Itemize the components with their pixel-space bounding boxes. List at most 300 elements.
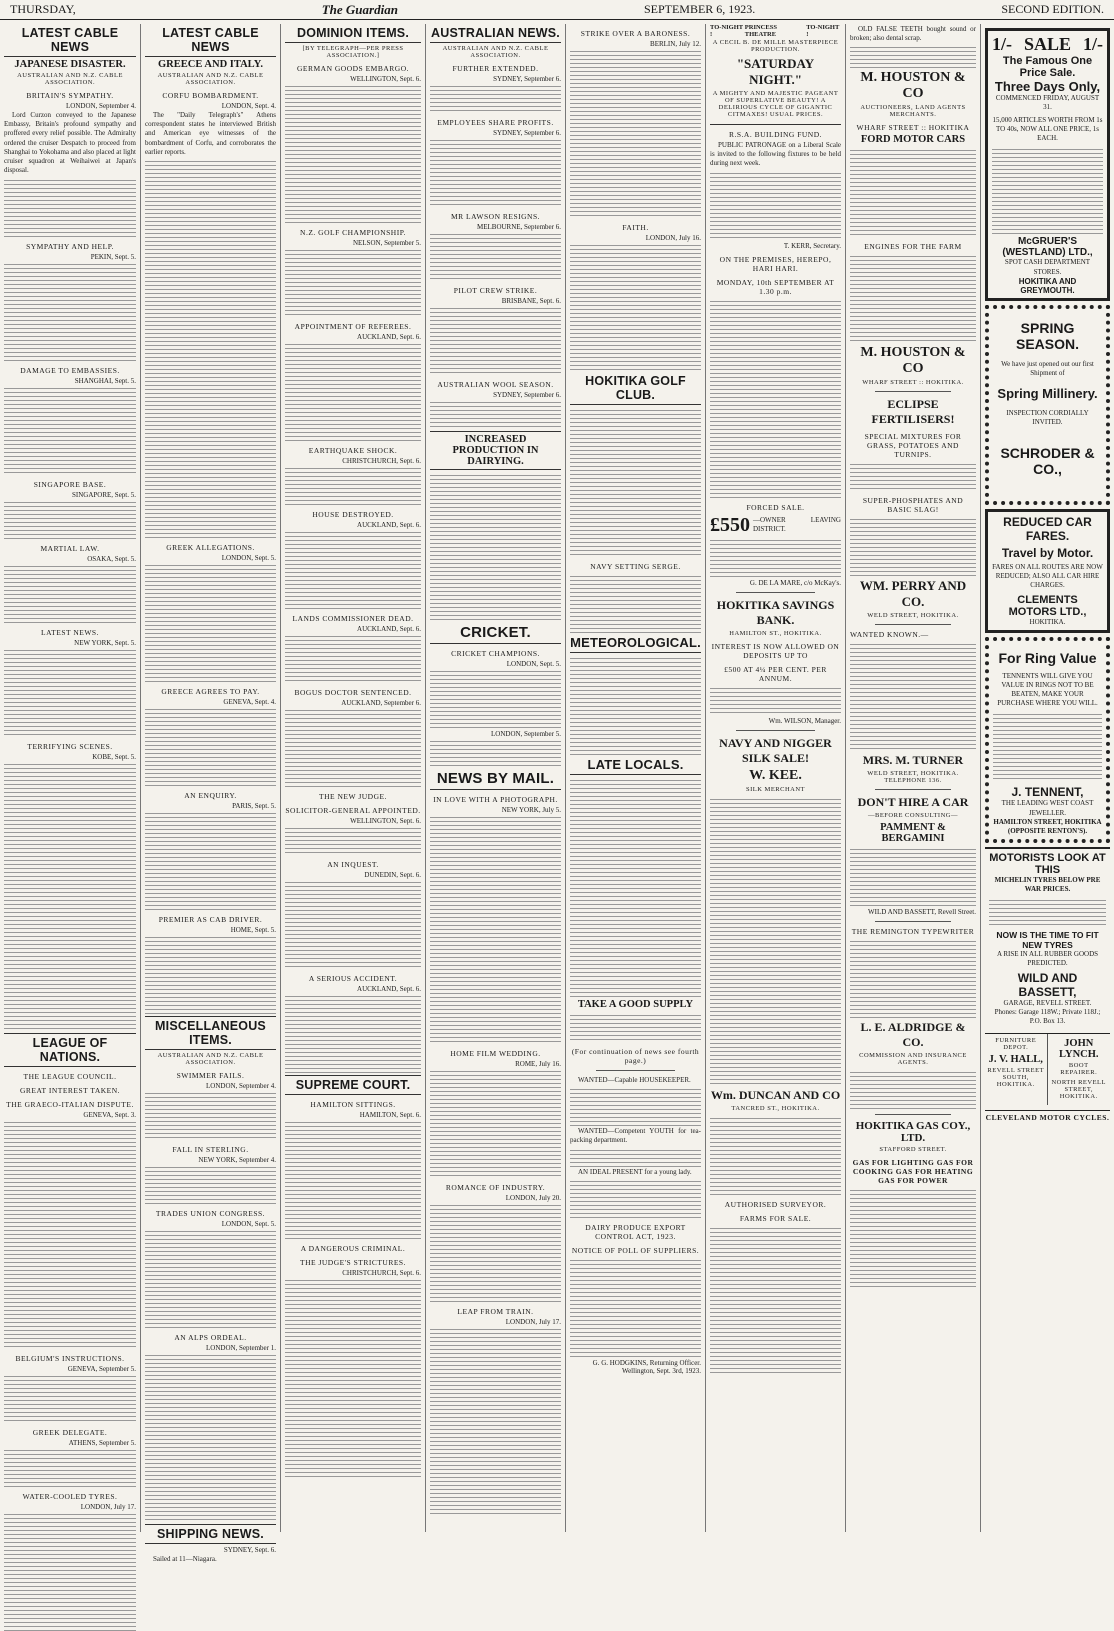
col3-filler — [285, 879, 421, 969]
aldridge-tagline: COMMISSION AND INSURANCE AGENTS. — [859, 1052, 967, 1067]
col2-filler — [145, 1352, 276, 1522]
col1-filler — [4, 1373, 136, 1423]
eclipse-supers: SUPER-PHOSPHATES AND BASIC SLAG! — [862, 496, 964, 515]
wild-signature: WILD AND BASSETT, Revell Street. — [868, 908, 976, 917]
col4-dateline: MELBOURNE, September 6. — [477, 223, 561, 231]
column-3 — [280, 24, 425, 1532]
col3-heading-court: SUPREME COURT. — [285, 1075, 421, 1095]
col3-filler — [285, 707, 421, 787]
rubber-rise: A RISE IN ALL RUBBER GOODS PREDICTED. — [996, 949, 1099, 968]
col1-filler — [4, 563, 136, 623]
col3-filler — [285, 247, 421, 317]
mcgruers-location: HOKITIKA AND GREYMOUTH. — [1018, 276, 1077, 295]
perry-heading: WM. PERRY AND CO. — [859, 578, 967, 610]
col6-filler — [710, 170, 841, 240]
col5-filler — [570, 655, 701, 755]
silk-merchant-name: W. KEE. — [749, 767, 802, 783]
col5-filler — [570, 242, 701, 372]
col5-dateline: LONDON, July 16. — [645, 234, 701, 242]
col7-filler — [850, 44, 976, 68]
col4-kicker: EMPLOYEES SHARE PROFITS. — [437, 118, 554, 127]
col4-kicker: FURTHER EXTENDED. — [452, 64, 539, 73]
col3-filler — [285, 529, 421, 609]
cinema-production: A CECIL B. DE MILLE MASTERPIECE PRODUCTION. — [712, 39, 839, 53]
cinema-ad — [710, 24, 841, 125]
houston-address: WHARF STREET :: HOKITIKA — [856, 123, 970, 133]
mcgruers-name: McGRUER'S (WESTLAND) LTD., — [1002, 236, 1093, 259]
clements-name: CLEMENTS MOTORS LTD., — [1008, 593, 1087, 618]
savings-bank-rate: £500 AT 4¼ PER CENT. PER ANNUM. — [724, 664, 827, 683]
col5-present-ad: AN IDEAL PRESENT for a young lady. — [578, 1167, 692, 1176]
col3-dateline: AUCKLAND, Sept. 6. — [357, 625, 421, 633]
savings-bank-signature: Wm. WILSON, Manager. — [768, 716, 841, 725]
sale-commenced: COMMENCED FRIDAY, AUGUST 31. — [995, 94, 1100, 112]
col4-filler — [430, 83, 561, 113]
forced-sale-signature: G. DE LA MARE, c/o McKay's. — [749, 578, 841, 587]
col1-filler — [4, 261, 136, 361]
sale-heading: The Famous One Price Sale. — [1002, 55, 1093, 79]
savings-bank-heading: HOKITIKA SAVINGS BANK. — [716, 597, 835, 627]
lynch-trade: BOOT REPAIRER. — [1060, 1062, 1098, 1077]
auction-premises: ON THE PREMISES, HEREPO, HARI HARI. — [719, 254, 832, 273]
col1-filler — [4, 1447, 136, 1487]
col4-dateline: LONDON, July 20. — [505, 1194, 561, 1202]
col1-article-body: Lord Curzon conveyed to the Japanese Embassy, Britain's profound sympathy and proffered every relief possible. The Admiralty ordered the cruiser Despatch to proceed from Shanghai to Yokohama and also placed at light cruiser squadron at Weihaiwei at Japan's disposal. — [4, 111, 136, 175]
col4-kicker: AUSTRALIAN WOOL SEASON. — [437, 380, 554, 389]
tennent-tagline: THE LEADING WEST COAST JEWELLER. — [1001, 799, 1094, 817]
col4-filler — [430, 1068, 561, 1178]
col7-divider — [875, 921, 951, 922]
spring-heading: SPRING SEASON. — [1015, 319, 1079, 352]
farms-heading: FARMS FOR SALE. — [739, 1213, 812, 1223]
col2-kicker: CORFU BOMBARDMENT. — [162, 91, 259, 100]
spring-millinery: Spring Millinery. — [997, 385, 1098, 401]
col1-dateline: LONDON, July 17. — [80, 1502, 136, 1511]
col3-dateline: AUCKLAND, Sept. 6. — [357, 985, 421, 993]
sale-price-left: 1/- — [992, 34, 1012, 54]
col3-dateline: NELSON, September 5. — [352, 239, 421, 247]
cinema-tonight-left: TO-NIGHT ! — [710, 24, 743, 38]
col2-kicker: SWIMMER FAILS. — [176, 1071, 245, 1081]
col1-heading-league: LEAGUE OF NATIONS. — [4, 1033, 136, 1067]
wild-bassett-name: WILD AND BASSETT, — [1017, 971, 1078, 1000]
col4-filler — [430, 399, 561, 429]
col1-dateline: SHANGHAI, Sept. 5. — [74, 376, 136, 385]
michelin-filler — [989, 897, 1106, 927]
remington-heading: THE REMINGTON TYPEWRITER — [851, 927, 975, 937]
col5-filler — [570, 1257, 701, 1357]
wild-bassett-garage: GARAGE, REVELL STREET. — [1003, 999, 1092, 1008]
col2-filler — [145, 934, 276, 1014]
ring-filler — [993, 711, 1102, 781]
col1-kicker: BELGIUM'S INSTRUCTIONS. — [15, 1353, 125, 1363]
col1-kicker: WATER-COOLED TYRES. — [22, 1491, 118, 1501]
spring-inspection: INSPECTION CORDIALLY INVITED. — [1006, 408, 1089, 426]
col2-dateline: PARIS, Sept. 5. — [232, 802, 276, 811]
silk-sale-heading: NAVY AND NIGGER SILK SALE! — [719, 735, 832, 765]
col5-filler — [570, 1178, 701, 1218]
car-fares-text: FARES ON ALL ROUTES ARE NOW REDUCED; ALSO ALL CAR HIRE CHARGES. — [992, 562, 1103, 589]
col5-filler — [570, 573, 701, 633]
col1-filler — [4, 1511, 136, 1631]
column-7 — [845, 24, 980, 1532]
col3-kicker: AN INQUEST. — [327, 860, 379, 869]
sale-filler — [992, 146, 1103, 236]
col3-dateline: AUCKLAND, Sept. 6. — [357, 333, 421, 341]
hire-heading: DON'T HIRE A CAR — [857, 795, 969, 810]
houston-heading-2: M. HOUSTON & CO — [860, 345, 966, 377]
col5-kicker: NOTICE OF POLL OF SUPPLIERS. — [571, 1245, 700, 1255]
col2-kicker: AN ALPS ORDEAL. — [174, 1333, 247, 1343]
sale-articles: 15,000 ARTICLES WORTH FROM 1s TO 40s, NOW ALL ONE PRICE, 1s EACH. — [992, 116, 1103, 143]
col4-heading-dairying: INCREASED PRODUCTION IN DAIRYING. — [430, 431, 561, 470]
col2-heading-shipping: SHIPPING NEWS. — [145, 1524, 276, 1544]
col5-wanted-ad: WANTED—Capable HOUSEKEEPER. — [578, 1076, 691, 1084]
savings-bank-text: INTEREST IS NOW ALLOWED ON DEPOSITS UP TO — [711, 641, 840, 660]
col4-kicker: IN LOVE WITH A PHOTOGRAPH. — [433, 795, 558, 804]
col4-filler — [430, 814, 561, 1044]
col7-divider — [875, 1114, 951, 1115]
col4-dateline: LONDON, September 5. — [491, 730, 561, 738]
col7-filler — [850, 147, 976, 237]
col3-kicker: THE JUDGE'S STRICTURES. — [300, 1258, 406, 1267]
col3-filler — [285, 993, 421, 1073]
col5-filler — [570, 777, 701, 997]
col2-filler — [145, 706, 276, 786]
col2-dateline: LONDON, Sept. 4. — [221, 102, 276, 110]
masthead — [0, 0, 1114, 20]
col5-filler — [570, 407, 701, 557]
car-heading: REDUCED CAR FARES. — [1003, 514, 1092, 543]
michelin-ad — [985, 847, 1110, 1030]
col2-dateline: LONDON, Sept. 5. — [221, 1220, 276, 1229]
col7-filler — [850, 516, 976, 576]
col7-filler — [850, 253, 976, 343]
col7-filler — [850, 1187, 976, 1287]
col3-dateline: HAMILTON, Sept. 6. — [359, 1111, 421, 1119]
col4-kicker: MR LAWSON RESIGNS. — [450, 212, 541, 221]
col4-filler — [430, 137, 561, 207]
auction-date: MONDAY, 10th SEPTEMBER AT 1.30 p.m. — [716, 277, 835, 296]
aldridge-heading: L. E. ALDRIDGE & CO. — [860, 1020, 966, 1050]
spring-text: We have just opened out our first Shipment of — [1001, 359, 1094, 377]
col4-dateline: SYDNEY, September 6. — [493, 75, 561, 83]
col4-heading-mail: NEWS BY MAIL. — [430, 770, 561, 790]
col1-filler — [4, 1119, 136, 1349]
col3-dateline: DUNEDIN, Sept. 6. — [364, 871, 421, 879]
col4-heading-cricket: CRICKET. — [430, 624, 561, 644]
col1-filler — [4, 177, 136, 237]
tennent-address: HAMILTON STREET, HOKITIKA (OPPOSITE RENTON'S). — [993, 817, 1102, 835]
perry-address: WELD STREET, HOKITIKA. — [867, 612, 959, 620]
sale-price-right: 1/- — [1083, 34, 1103, 54]
col2-dateline: HOME, Sept. 5. — [230, 926, 276, 935]
bottom-ads — [985, 1033, 1110, 1105]
col3-dateline: AUCKLAND, September 6. — [341, 699, 421, 707]
col1-kicker: TERRIFYING SCENES. — [27, 741, 113, 751]
column-8 — [980, 24, 1114, 1532]
col4-filler — [430, 472, 561, 622]
col3-filler — [285, 1119, 421, 1239]
masthead-paper: The Guardian — [321, 1, 398, 17]
col3-heading: DOMINION ITEMS. — [285, 26, 421, 43]
col4-dateline: ROME, July 16. — [515, 1060, 561, 1068]
col3-filler — [285, 83, 421, 223]
rsa-signature: T. KERR, Secretary. — [783, 241, 841, 250]
col5-dateline: BERLIN, July 12. — [650, 40, 701, 48]
cinema-header — [710, 24, 841, 38]
col1-subheading: JAPANESE DISASTER. — [14, 59, 126, 70]
sale-title: SALE — [1023, 34, 1072, 54]
lynch-name: JOHN LYNCH. — [1058, 1038, 1099, 1061]
car-subheading: Travel by Motor. — [1001, 545, 1094, 560]
col3-kicker: HAMILTON SITTINGS. — [310, 1100, 396, 1109]
tyres-now: NOW IS THE TIME TO FIT NEW TYRES — [996, 929, 1099, 950]
col5-heading-golf: HOKITIKA GOLF CLUB. — [570, 374, 701, 405]
column-6 — [705, 24, 845, 1532]
sale-price-row — [992, 34, 1103, 55]
col2-kicker: AN ENQUIRY. — [184, 791, 237, 801]
col3-dateline: WELLINGTON, Sept. 6. — [350, 75, 421, 83]
col5-filler — [570, 1012, 701, 1042]
col1-kicker: GREAT INTEREST TAKEN. — [19, 1085, 121, 1095]
col3-filler — [285, 341, 421, 441]
ring-text: TENNENTS WILL GIVE YOU VALUE IN RINGS NOT TO BE BEATEN, MAKE YOUR PURCHASE WHERE YOU WILL. — [997, 672, 1098, 708]
col3-filler — [285, 465, 421, 505]
col5-advert-heading: TAKE A GOOD SUPPLY — [577, 999, 694, 1010]
col4-dateline: SYDNEY, September 6. — [493, 129, 561, 137]
masthead-edition: SECOND EDITION. — [1001, 2, 1104, 16]
duncan-heading: Wm. DUNCAN AND CO — [710, 1087, 841, 1102]
col1-kicker: THE LEAGUE COUNCIL. — [23, 1071, 117, 1081]
col5-wanted-ad: WANTED—Competent YOUTH for tea-packing department. — [570, 1127, 701, 1145]
engines-heading: ENGINES FOR THE FARM — [864, 242, 962, 252]
col3-dateline: CHRISTCHURCH, Sept. 6. — [342, 457, 421, 465]
col6-filler — [710, 796, 841, 1086]
rsa-body: PUBLIC PATRONAGE on a Liberal Scale is invited to the following fixtures to be held during next week. — [710, 141, 841, 168]
cinema-tagline: A MIGHTY AND MAJESTIC PAGEANT OF SUPERLATIVE BEAUTY! A DELIRIOUS CYCLE OF GIGANTIC CITMAXES! USUAL PRICES. — [712, 90, 839, 118]
col3-kicker: THE NEW JUDGE. — [319, 792, 387, 801]
ring-heading: For Ring Value — [998, 650, 1097, 667]
col4-filler — [430, 1202, 561, 1302]
col4-kicker: ROMANCE OF INDUSTRY. — [445, 1183, 546, 1192]
col4-filler — [430, 231, 561, 281]
masthead-day: THURSDAY, — [10, 2, 76, 16]
col2-filler — [145, 1090, 276, 1140]
col2-filler — [145, 158, 276, 538]
one-price-sale-ad — [985, 28, 1110, 301]
col3-kicker: HOUSE DESTROYED. — [312, 510, 394, 519]
col1-heading: LATEST CABLE NEWS — [4, 26, 136, 57]
col2-article-body: The "Daily Telegraph's" Athens correspondent states he interviewed British and American eye witnesses of the bombardment of Corfu, and corroborates the earlier reports. — [145, 111, 276, 156]
col2-filler — [145, 562, 276, 682]
col2-shipping-line: Sailed at 11—Niagara. — [153, 1555, 217, 1564]
col5-kicker: STRIKE OVER A BARONESS. — [580, 29, 691, 38]
houston-address-2: WHARF STREET :: HOKITIKA. — [862, 379, 964, 387]
forced-sale-price: £550 — [710, 513, 750, 536]
col1-kicker: MARTIAL LAW. — [40, 543, 100, 553]
houston-tagline: AUCTIONEERS, LAND AGENTS MERCHANTS. — [860, 104, 966, 119]
col1-dateline: KOBE, Sept. 5. — [92, 752, 136, 761]
forced-sale-heading: FORCED SALE. — [746, 502, 805, 512]
michelin-line: MICHELIN TYRES BELOW PRE WAR PRICES. — [994, 875, 1101, 893]
col2-agency: AUSTRALIAN AND N.Z. CABLE ASSOCIATION. — [157, 72, 264, 86]
col1-filler — [4, 499, 136, 539]
forced-sale-text: —OWNER LEAVING DISTRICT. — [753, 515, 841, 534]
car-fares-ad — [985, 509, 1110, 633]
schroder-name: SCHRODER & CO., — [1000, 445, 1095, 478]
col1-filler — [4, 761, 136, 1031]
col2-kicker: GREECE AGREES TO PAY. — [161, 687, 260, 697]
col3-filler — [285, 825, 421, 855]
cinema-theatre: PRINCESS THEATRE — [744, 24, 777, 38]
col3-kicker: EARTHQUAKE SHOCK. — [308, 446, 398, 455]
col3-kicker: A SERIOUS ACCIDENT. — [308, 974, 398, 983]
col1-kicker: BRITAIN'S SYMPATHY. — [26, 91, 114, 100]
col7-filler — [850, 938, 976, 1018]
col2-kicker: FALL IN STERLING. — [172, 1145, 249, 1155]
col7-filler — [850, 846, 976, 906]
col6-divider — [736, 730, 815, 731]
sale-days: Three Days Only, — [994, 79, 1101, 94]
col4-filler — [430, 305, 561, 375]
col7-divider — [875, 391, 951, 392]
col2-dateline: LONDON, Sept. 5. — [221, 554, 276, 563]
gas-heading: HOKITIKA GAS COY., LTD. — [855, 1120, 971, 1145]
forced-sale-row — [710, 514, 841, 537]
col2-agency: AUSTRALIAN AND N.Z. CABLE ASSOCIATION. — [157, 1052, 264, 1067]
cinema-title: "SATURDAY NIGHT." — [736, 56, 815, 87]
col6-filler — [710, 1225, 841, 1375]
lynch-address: NORTH REVELL STREET, HOKITIKA. — [1051, 1079, 1107, 1101]
col6-filler — [710, 537, 841, 577]
col4-filler — [430, 668, 561, 728]
col3-agency: [BY TELEGRAPH—PER PRESS ASSOCIATION.] — [302, 45, 404, 59]
col4-filler — [430, 1326, 561, 1516]
col2-dateline: NEW YORK, September 4. — [198, 1156, 276, 1165]
col5-kicker: FAITH. — [622, 223, 649, 232]
col3-filler — [285, 1277, 421, 1477]
col3-kicker: APPOINTMENT OF REFEREES. — [294, 322, 412, 331]
col5-heading-meteo: METEOROLOGICAL. — [570, 635, 701, 653]
col1-filler — [4, 647, 136, 737]
col2-filler — [145, 1228, 276, 1328]
hall-ad — [985, 1034, 1048, 1105]
col3-dateline: WELLINGTON, Sept. 6. — [350, 817, 421, 825]
col2-kicker: TRADES UNION CONGRESS. — [155, 1209, 266, 1219]
col4-dateline: BRISBANE, Sept. 6. — [501, 297, 561, 305]
col5-continuation-notice: (For continuation of news see fourth page.) — [571, 1047, 700, 1065]
col3-kicker: N.Z. GOLF CHAMPIONSHIP. — [300, 228, 406, 237]
col1-dateline: SINGAPORE, Sept. 5. — [72, 490, 136, 499]
hire-company: PAMMENT & BERGAMINI — [880, 822, 946, 845]
col2-dateline: SYDNEY, Sept. 6. — [223, 1546, 276, 1555]
cleveland-heading: CLEVELAND MOTOR CYCLES. — [985, 1110, 1110, 1122]
col1-dateline: PEKIN, Sept. 5. — [90, 252, 136, 261]
col1-dateline: LONDON, September 4. — [66, 102, 136, 110]
col4-kicker: HOME FILM WEDDING. — [450, 1049, 541, 1058]
col5-filler — [570, 1147, 701, 1167]
ring-value-ad — [985, 637, 1110, 843]
col2-kicker: GREEK ALLEGATIONS. — [166, 543, 255, 553]
col3-kicker: SOLICITOR-GENERAL APPOINTED. — [285, 806, 421, 815]
col7-divider — [875, 624, 951, 625]
col3-filler — [285, 633, 421, 683]
col1-kicker: DAMAGE TO EMBASSIES. — [20, 365, 120, 375]
hall-label: FURNITURE DEPOT. — [995, 1037, 1037, 1052]
col3-dateline: AUCKLAND, Sept. 6. — [357, 521, 421, 529]
col4-dateline: LONDON, Sept. 5. — [506, 660, 561, 668]
col4-heading: AUSTRALIAN NEWS. — [430, 26, 561, 43]
turner-heading: MRS. M. TURNER — [862, 753, 964, 768]
col4-kicker: LEAP FROM TRAIN. — [457, 1307, 534, 1316]
col1-kicker: THE GRAECO-ITALIAN DISPUTE. — [6, 1099, 134, 1109]
column-4 — [425, 24, 565, 1532]
col2-dateline: GENEVA, Sept. 4. — [223, 698, 276, 707]
column-5 — [565, 24, 705, 1532]
col2-kicker: PREMIER AS CAB DRIVER. — [158, 915, 263, 925]
col3-kicker: A DANGEROUS CRIMINAL. — [300, 1244, 406, 1253]
eclipse-heading: ECLIPSE FERTILISERS! — [871, 397, 955, 427]
column-2 — [140, 24, 280, 1564]
col3-kicker: GERMAN GOODS EMBARGO. — [297, 64, 409, 73]
col2-filler — [145, 1164, 276, 1204]
turner-address: WELD STREET, HOKITIKA. TELEPHONE 136. — [867, 770, 959, 785]
gas-address: STAFFORD STREET. — [879, 1146, 947, 1154]
col2-dateline: LONDON, September 4. — [206, 1082, 276, 1091]
hire-tagline: —BEFORE CONSULTING— — [868, 812, 958, 820]
col1-dateline: OSAKA, Sept. 5. — [87, 554, 136, 563]
col2-heading: LATEST CABLE NEWS — [145, 26, 276, 57]
col4-agency: AUSTRALIAN AND N.Z. CABLE ASSOCIATION. — [442, 45, 549, 59]
wild-bassett-phones: Phones: Garage 118W.; Private 118J.; P.O. Box 13. — [994, 1008, 1101, 1026]
col7-filler — [850, 641, 976, 751]
col2-heading-misc: MISCELLANEOUS ITEMS. — [145, 1016, 276, 1050]
col1-kicker: SINGAPORE BASE. — [33, 479, 107, 489]
masthead-date: SEPTEMBER 6, 1923. — [643, 2, 756, 16]
col6-filler — [710, 1115, 841, 1195]
column-1 — [0, 24, 140, 1532]
col1-kicker: LATEST NEWS. — [41, 627, 99, 637]
wanted-known-heading: WANTED KNOWN.— — [850, 630, 929, 640]
eclipse-text: SPECIAL MIXTURES FOR GRASS, POTATOES AND TURNIPS. — [864, 432, 962, 460]
duncan-address: TANCRED ST., HOKITIKA. — [731, 1104, 820, 1112]
mcgruers-tagline: SPOT CASH DEPARTMENT STORES. — [1004, 258, 1091, 276]
col3-kicker: LANDS COMMISSIONER DEAD. — [292, 614, 414, 623]
col5-divider — [596, 1070, 675, 1071]
col5-kicker: NAVY SETTING SERGE. — [590, 562, 681, 571]
col4-dateline: NEW YORK, July 5. — [501, 806, 561, 814]
col1-dateline: ATHENS, September 5. — [68, 1438, 136, 1447]
col5-filler — [570, 1086, 701, 1126]
col4-kicker: PILOT CREW STRIKE. — [453, 286, 538, 295]
motorists-heading: MOTORISTS LOOK AT THIS — [989, 851, 1106, 876]
gas-uses: GAS FOR LIGHTING GAS FOR COOKING GAS FOR HEATING GAS FOR POWER — [852, 1158, 974, 1186]
col1-kicker: SYMPATHY AND HELP. — [26, 241, 114, 251]
col1-dateline: GENEVA, September 5. — [67, 1364, 136, 1373]
teeth-ad: OLD FALSE TEETH bought sound or broken; also dental scrap. — [850, 25, 976, 43]
col4-dateline: SYDNEY, September 6. — [493, 391, 561, 399]
cinema-tonight-right: TO-NIGHT ! — [806, 24, 840, 38]
col4-dateline: LONDON, July 17. — [505, 1318, 561, 1326]
col7-filler — [850, 1069, 976, 1109]
col2-dateline: LONDON, September 1. — [206, 1344, 276, 1353]
col4-kicker: CRICKET CHAMPIONS. — [451, 649, 540, 658]
col1-filler — [4, 385, 136, 475]
hall-address: REVELL STREET SOUTH, HOKITIKA. — [987, 1067, 1045, 1089]
ford-label: FORD MOTOR CARS — [860, 134, 966, 146]
spring-season-ad — [985, 305, 1110, 505]
